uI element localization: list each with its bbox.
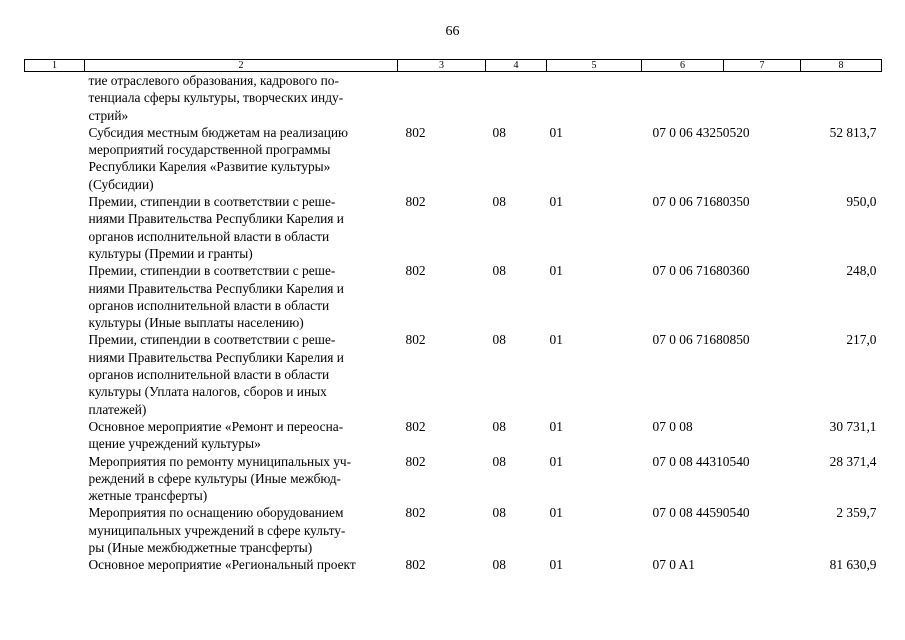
row-ministry-code: 802 (405, 505, 426, 521)
row-target-article: 07 0 A1 (652, 557, 695, 573)
row-name-line: ниями Правительства Республики Карелия и (88, 349, 344, 365)
row-ministry-code: 802 (405, 453, 426, 469)
row-name (85, 418, 398, 453)
row-ministry-code: 802 (405, 332, 426, 348)
row-subsection-code: 01 (549, 332, 563, 348)
row-expense-type (724, 418, 801, 453)
row-name-line: органов исполнительной власти в области (88, 228, 330, 244)
column-header: 6 (642, 60, 724, 72)
row-name-line: мероприятий государственной программы (88, 142, 331, 158)
row-name (85, 124, 398, 193)
row-target-article: 07 0 08 44590 (652, 505, 730, 521)
row-subsection-code: 01 (549, 453, 563, 469)
row-expense-type: 540 (729, 453, 750, 469)
table-row (25, 193, 882, 262)
row-name-line: Премии, стипендии в соответствии с реше- (88, 263, 336, 279)
row-target-article (642, 72, 724, 124)
row-section-code: 08 (492, 194, 506, 210)
column-header: 4 (486, 60, 547, 72)
table-row (25, 504, 882, 556)
row-name-line: Республики Карелия «Развитие культуры» (88, 159, 331, 175)
row-name-line: Мероприятия по ремонту муниципальных уч- (88, 453, 352, 469)
row-name (85, 504, 398, 556)
row-name-line: реждений в сфере культуры (Иные межбюд- (88, 470, 341, 486)
row-expense-type: 540 (729, 505, 750, 521)
column-header: 1 (25, 60, 85, 72)
row-name (85, 262, 398, 331)
row-target-article: 07 0 06 43250 (652, 124, 730, 140)
row-amount: 30 731,1 (829, 418, 877, 434)
page-number: 66 (445, 24, 460, 39)
row-name-line: жетные трансферты) (88, 488, 208, 504)
table-row (25, 262, 882, 331)
row-section-code: 08 (492, 453, 506, 469)
row-amount: 81 630,9 (829, 557, 877, 573)
row-name (85, 453, 398, 505)
row-subsection-code: 01 (549, 263, 563, 279)
row-expense-type: 360 (729, 263, 750, 279)
row-name-line: стрий» (88, 107, 129, 123)
table-header-row (25, 60, 882, 72)
row-name-line: ры (Иные межбюджетные трансферты) (88, 540, 313, 556)
row-subsection-code: 01 (549, 418, 563, 434)
row-subsection-code: 01 (549, 505, 563, 521)
row-name-line: щение учреждений культуры» (88, 436, 261, 452)
row-expense-type (724, 72, 801, 124)
row-target-article: 07 0 06 71680 (652, 194, 730, 210)
table-row (25, 556, 882, 573)
row-expense-type (724, 556, 801, 573)
row-name-line: Субсидия местным бюджетам на реализацию (88, 124, 349, 140)
row-name (85, 72, 398, 124)
row-name-line: платежей) (88, 401, 147, 417)
row-amount (801, 72, 882, 124)
row-amount: 217,0 (846, 332, 877, 348)
row-name-line: культуры (Иные выплаты населению) (88, 315, 304, 331)
row-number-cell (25, 556, 85, 573)
row-amount: 950,0 (846, 194, 877, 210)
column-header: 5 (547, 60, 642, 72)
row-name-line: тенциала сферы культуры, творческих инду- (88, 90, 344, 106)
row-number-cell (25, 504, 85, 556)
budget-table (24, 59, 882, 574)
row-amount: 2 359,7 (836, 505, 877, 521)
table-row (25, 124, 882, 193)
row-number-cell (25, 124, 85, 193)
row-target-article: 07 0 08 (652, 418, 693, 434)
row-name (85, 331, 398, 417)
row-amount: 248,0 (846, 263, 877, 279)
row-number-cell (25, 331, 85, 417)
row-amount: 28 371,4 (829, 453, 877, 469)
column-header: 7 (724, 60, 801, 72)
row-subsection-code: 01 (549, 557, 563, 573)
row-name-line: ниями Правительства Республики Карелия и (88, 280, 344, 296)
table-row (25, 331, 882, 417)
row-number-cell (25, 453, 85, 505)
row-ministry-code: 802 (405, 557, 426, 573)
row-ministry-code: 802 (405, 194, 426, 210)
row-section-code: 08 (492, 332, 506, 348)
row-section-code (486, 72, 547, 124)
row-name-line: Основное мероприятие «Региональный проект (88, 557, 356, 573)
row-section-code: 08 (492, 124, 506, 140)
row-name (85, 193, 398, 262)
row-name-line: муниципальных учреждений в сфере культу- (88, 522, 346, 538)
row-section-code: 08 (492, 505, 506, 521)
column-header: 8 (801, 60, 882, 72)
column-header: 2 (85, 60, 398, 72)
row-number-cell (25, 262, 85, 331)
row-amount: 52 813,7 (829, 124, 877, 140)
row-section-code: 08 (492, 418, 506, 434)
table-row (25, 72, 882, 124)
row-number-cell (25, 418, 85, 453)
row-number-cell (25, 193, 85, 262)
row-ministry-code: 802 (405, 418, 426, 434)
row-subsection-code: 01 (549, 194, 563, 210)
row-name (85, 556, 398, 573)
row-expense-type: 520 (729, 124, 750, 140)
table-row (25, 418, 882, 453)
row-name-line: ниями Правительства Республики Карелия и (88, 211, 344, 227)
row-name-line: Премии, стипендии в соответствии с реше- (88, 194, 336, 210)
row-expense-type: 850 (729, 332, 750, 348)
row-ministry-code: 802 (405, 124, 426, 140)
row-name-line: Мероприятия по оснащению оборудованием (88, 505, 344, 521)
row-subsection-code: 01 (549, 124, 563, 140)
row-expense-type: 350 (729, 194, 750, 210)
row-ministry-code: 802 (405, 263, 426, 279)
row-number-cell (25, 72, 85, 124)
column-header: 3 (398, 60, 486, 72)
row-subsection-code (547, 72, 642, 124)
row-name-line: тие отраслевого образования, кадрового по- (88, 73, 339, 88)
row-name-line: Премии, стипендии в соответствии с реше- (88, 332, 336, 348)
row-target-article: 07 0 08 44310 (652, 453, 730, 469)
table-body (25, 72, 882, 574)
row-name-line: органов исполнительной власти в области (88, 297, 330, 313)
row-name-line: Основное мероприятие «Ремонт и переосна- (88, 418, 344, 434)
row-target-article: 07 0 06 71680 (652, 332, 730, 348)
row-name-line: культуры (Премии и гранты) (88, 245, 253, 261)
row-name-line: органов исполнительной власти в области (88, 367, 330, 383)
row-name-line: культуры (Уплата налогов, сборов и иных (88, 384, 327, 400)
row-ministry-code (398, 72, 486, 124)
row-target-article: 07 0 06 71680 (652, 263, 730, 279)
row-section-code: 08 (492, 557, 506, 573)
row-name-line: (Субсидии) (88, 176, 154, 192)
table-row (25, 453, 882, 505)
row-section-code: 08 (492, 263, 506, 279)
